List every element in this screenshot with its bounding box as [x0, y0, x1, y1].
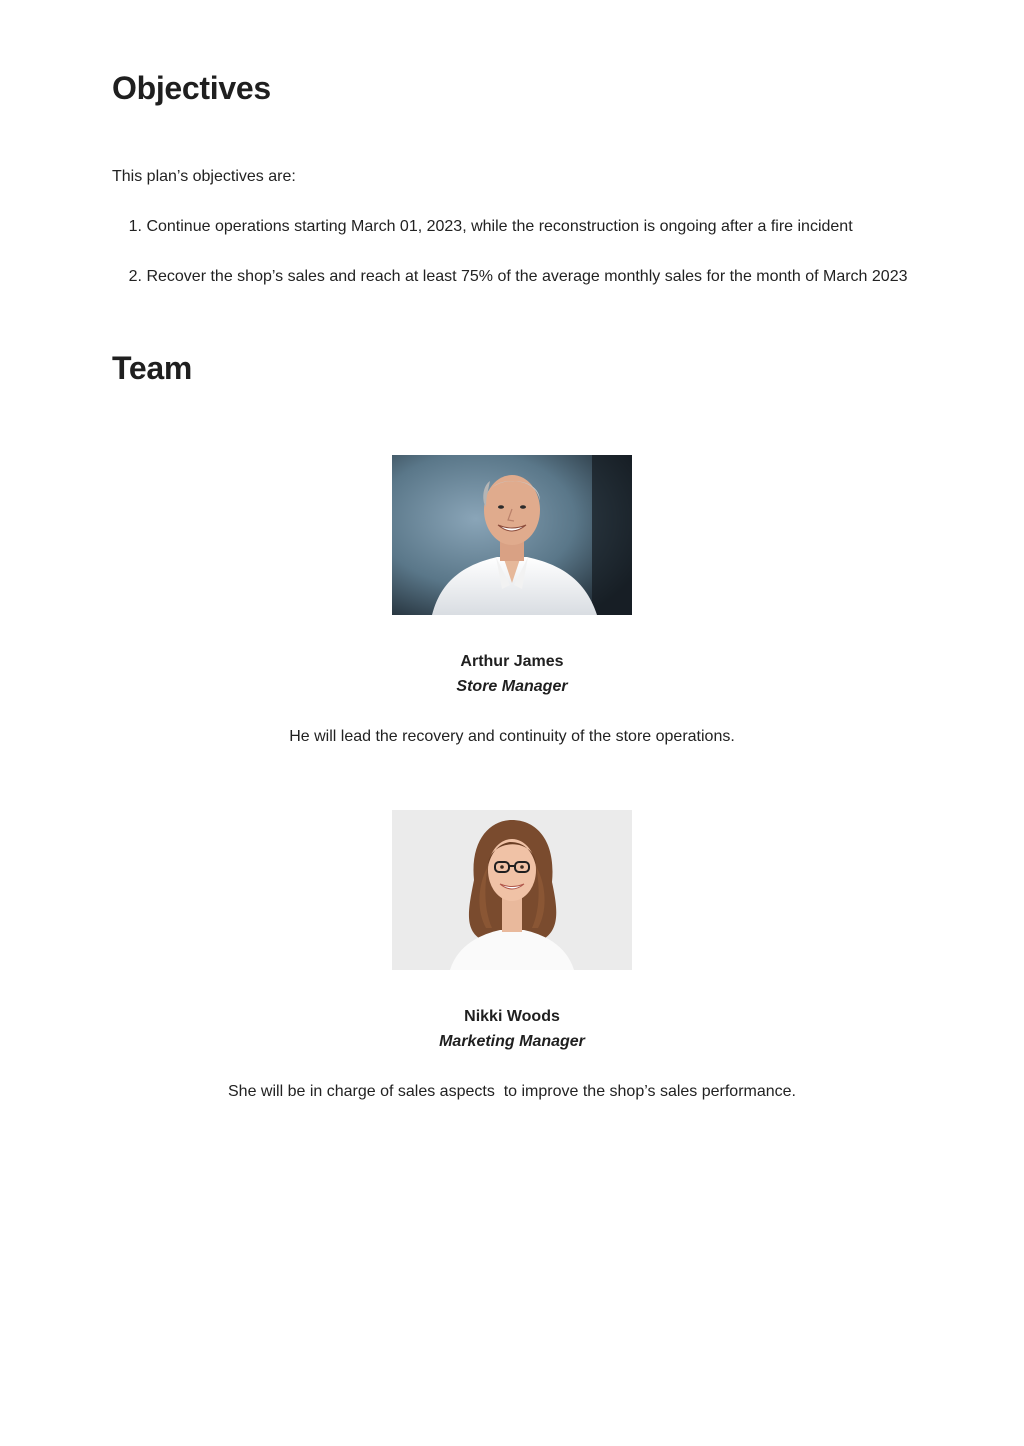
list-number: 1.	[128, 218, 142, 235]
team-heading: Team	[112, 350, 193, 386]
member-description: He will lead the recovery and continuity of the store operations.	[289, 728, 735, 745]
member-description: She will be in charge of sales aspects to improve the shop’s sales performance.	[228, 1083, 796, 1100]
objective-list-item	[112, 218, 853, 236]
arthur-james-photo	[392, 455, 632, 615]
member-name: Arthur James	[460, 653, 564, 670]
objectives-heading: Objectives	[112, 70, 271, 106]
member-role: Marketing Manager	[439, 1033, 585, 1050]
objective-list-item	[112, 268, 907, 286]
objective-text: Continue operations starting March 01, 2023, while the reconstruction is ongoing after a fire incident	[146, 218, 853, 235]
objective-text: Recover the shop’s sales and reach at least 75% of the average monthly sales for the month of March 2023	[146, 268, 908, 285]
nikki-woods-photo	[392, 810, 632, 970]
member-name: Nikki Woods	[464, 1008, 560, 1025]
member-role: Store Manager	[456, 678, 568, 695]
objectives-intro: This plan’s objectives are:	[112, 168, 296, 185]
list-number: 2.	[128, 268, 142, 285]
